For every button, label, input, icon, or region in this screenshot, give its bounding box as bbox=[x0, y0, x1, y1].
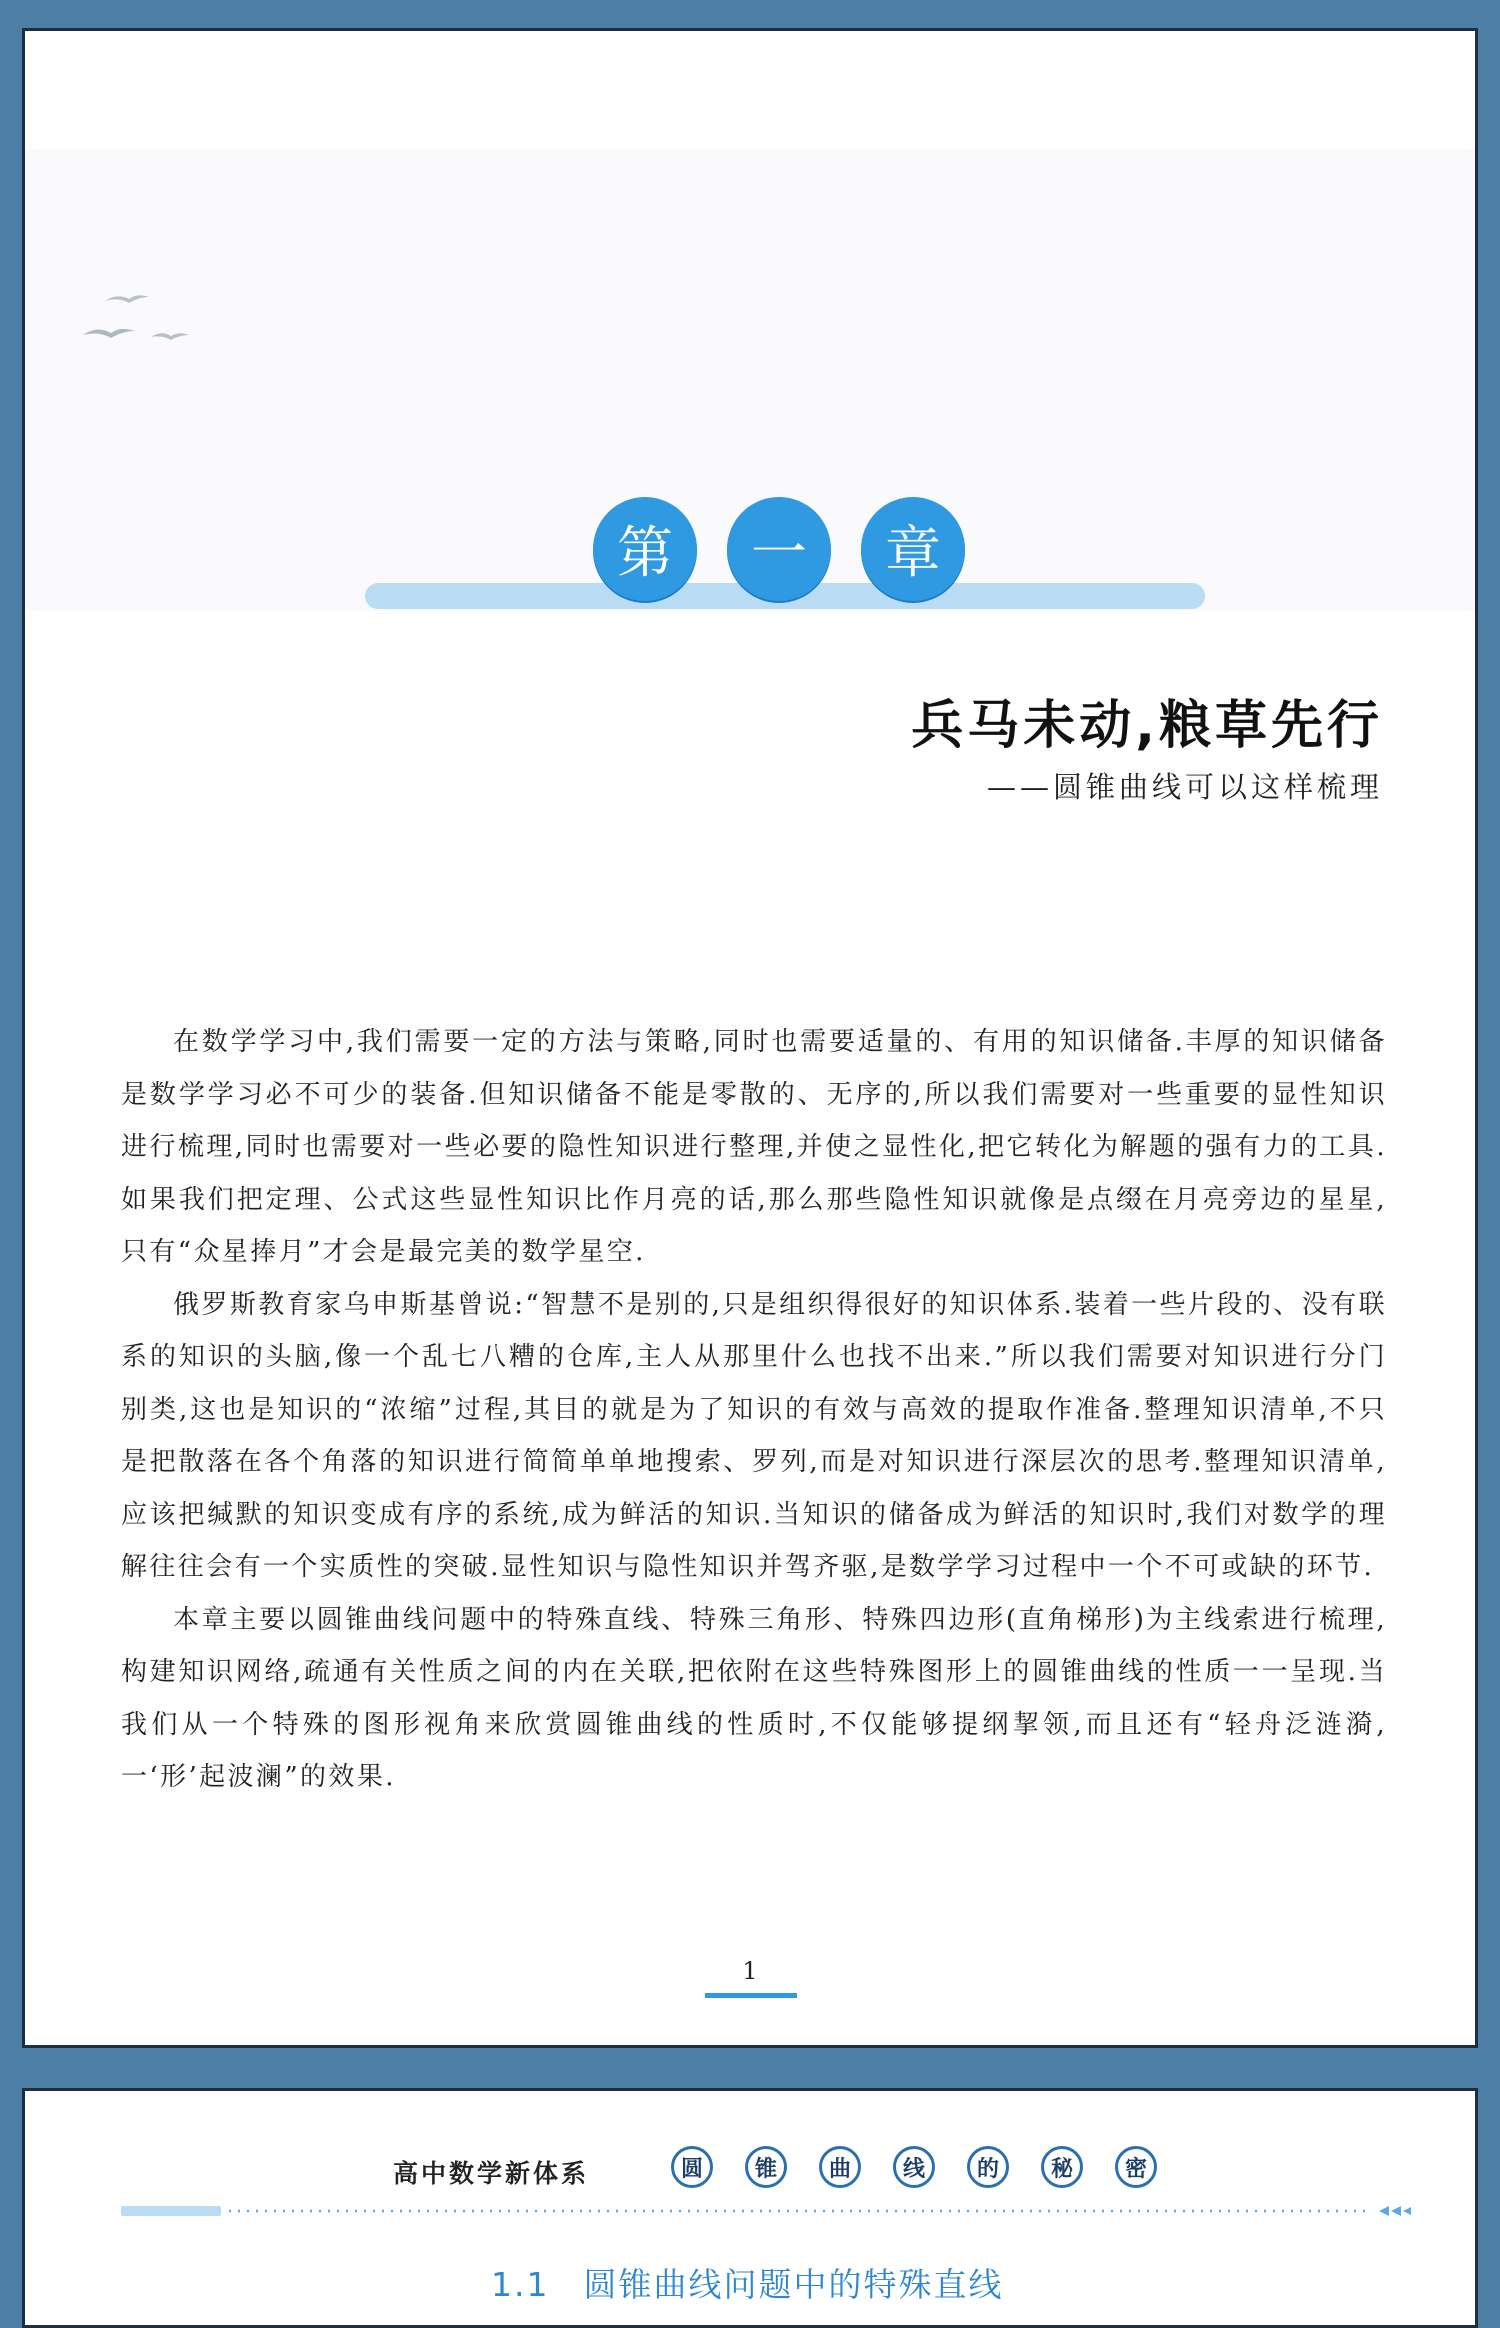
book-title-char: 密 bbox=[1115, 2146, 1157, 2188]
paragraph: 俄罗斯教育家乌申斯基曾说:“智慧不是别的,只是组织得很好的知识体系.装着一些片段的、没有联系的知识的头脑,像一个乱七八糟的仓库,主人从那里什么也找不出来.”所以我们需要对知识进行分门别类,这也是知识的“浓缩”过程,其目的就是为了知识的有效与高效的提取作准备.整理知识清单,不只是把散落在各个角落的知识进行简简单单地搜索、罗列,而是对知识进行深层次的思考.整理知识清单,应该把缄默的知识变成有序的系统,成为鲜活的知识.当知识的储备成为鲜活的知识时,我们对数学的理解往往会有一个实质性的突破.显性知识与隐性知识并驾齐驱,是数学学习过程中一个不可或缺的环节. bbox=[121, 1289, 1387, 1582]
bird-icon bbox=[105, 295, 149, 303]
paragraph: 本章主要以圆锥曲线问题中的特殊直线、特殊三角形、特殊四边形(直角梯形)为主线索进行梳理,构建知识网络,疏通有关性质之间的内在关联,把依附在这些特殊图形上的圆锥曲线的性质一一呈现.当我们从一个特殊的图形视角来欣赏圆锥曲线的性质时,不仅能够提纲挈领,而且还有“轻舟泛涟漪,一‘形’起波澜”的效果. bbox=[121, 1604, 1387, 1792]
header-dotted-rule bbox=[121, 2204, 1411, 2218]
book-title-char: 线 bbox=[893, 2146, 935, 2188]
page-number: 1 bbox=[742, 1957, 758, 1985]
body-text bbox=[121, 1016, 1387, 1804]
section-heading bbox=[491, 2259, 1003, 2306]
book-title-char: 圆 bbox=[671, 2146, 713, 2188]
running-header bbox=[25, 2146, 1475, 2196]
book-title-char: 锥 bbox=[745, 2146, 787, 2188]
chapter-char-1: 第 bbox=[593, 497, 697, 601]
bird-icon bbox=[151, 333, 189, 340]
bird-icon bbox=[83, 329, 135, 338]
book-title-char: 秘 bbox=[1041, 2146, 1083, 2188]
book-title-char: 的 bbox=[967, 2146, 1009, 2188]
page-1 bbox=[22, 28, 1478, 2048]
page-2 bbox=[22, 2088, 1478, 2328]
birds-illustration bbox=[55, 263, 215, 363]
page-number-bar bbox=[705, 1993, 797, 1998]
section-title: 圆锥曲线问题中的特殊直线 bbox=[583, 2265, 1004, 2304]
header-series-title: 高中数学新体系 bbox=[393, 2159, 590, 2188]
chapter-title: 兵马未动,粮草先行 bbox=[911, 696, 1383, 756]
chapter-subtitle: ——圆锥曲线可以这样梳理 bbox=[986, 770, 1383, 804]
paragraph: 在数学学习中,我们需要一定的方法与策略,同时也需要适量的、有用的知识储备.丰厚的知识储备是数学学习必不可少的装备.但知识储备不能是零散的、无序的,所以我们需要对一些重要的显性知识进行梳理,同时也需要对一些必要的隐性知识进行整理,并使之显性化,把它转化为解题的强有力的工具.如果我们把定理、公式这些显性知识比作月亮的话,那么那些隐性知识就像是点缀在月亮旁边的星星,只有“众星捧月”才会是最完美的数学星空. bbox=[121, 1027, 1387, 1267]
chapter-label bbox=[25, 497, 1475, 607]
chapter-char-2: 一 bbox=[727, 497, 831, 601]
chapter-char-3: 章 bbox=[861, 497, 965, 601]
book-title-char: 曲 bbox=[819, 2146, 861, 2188]
section-number: 1.1 bbox=[491, 2265, 550, 2304]
